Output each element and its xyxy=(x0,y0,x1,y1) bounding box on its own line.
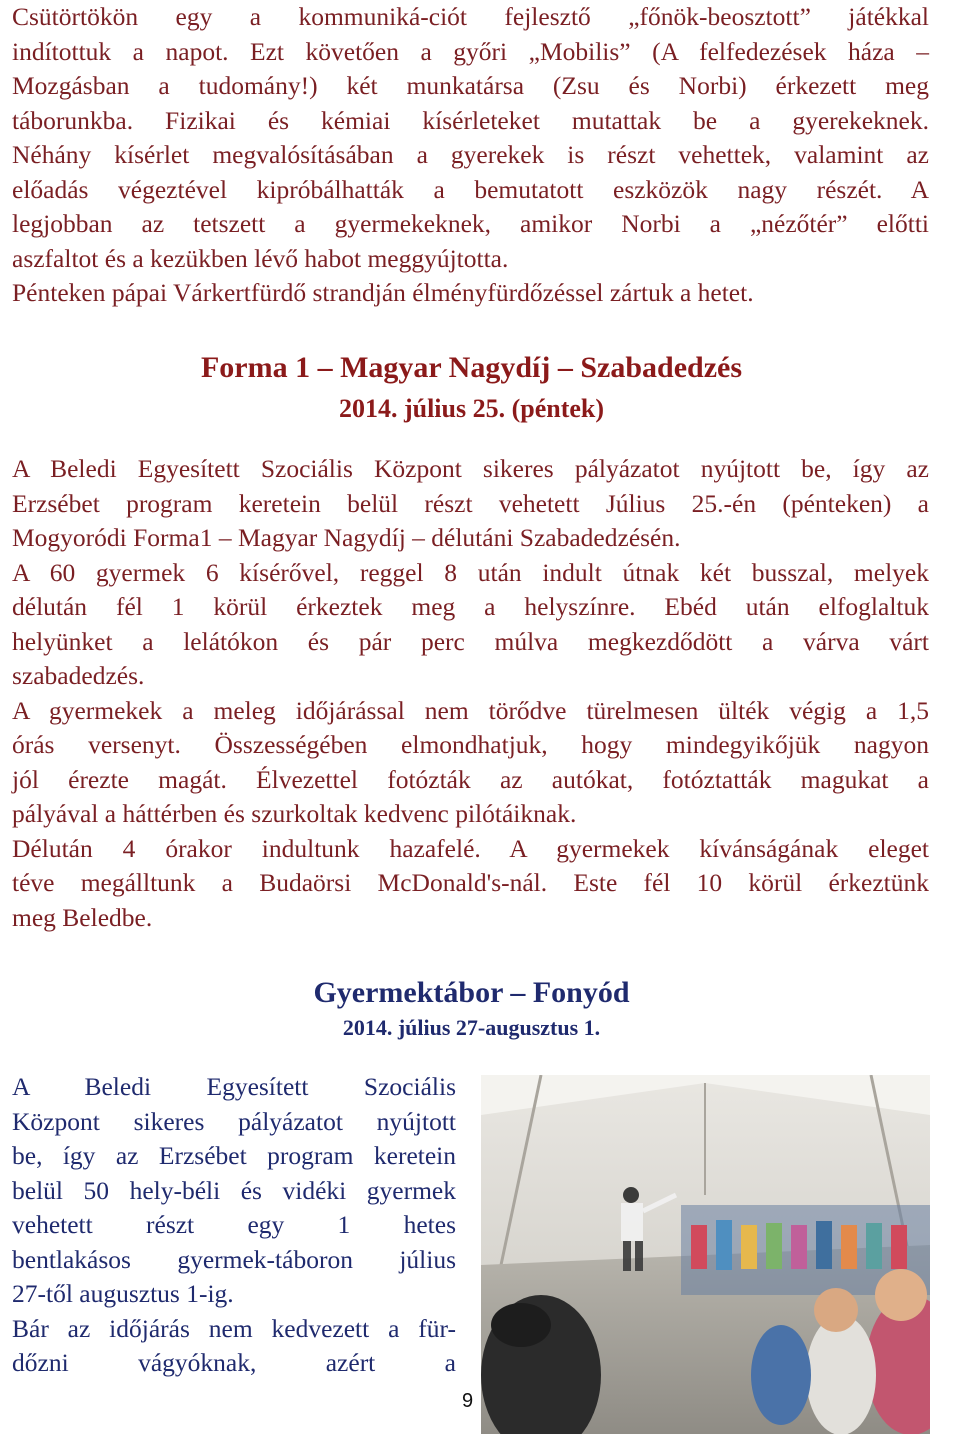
camp-photo xyxy=(481,1075,930,1434)
text-line: előadás végeztével kipróbálhatták a bemutatott eszközök nagy részét. A xyxy=(12,174,929,204)
camp-section-title: Gyermektábor – Fonyód xyxy=(313,976,630,1009)
text-line: meg Beledbe. xyxy=(12,902,153,932)
text-line: délután fél 1 körül érkeztek meg a helyszínre. Ebéd után elfoglaltuk xyxy=(12,592,929,621)
text-line: pályával a háttérben és szurkoltak kedvenc pilótáiknak. xyxy=(12,799,577,828)
camp-section-date: 2014. július 27-augusztus 1. xyxy=(342,1015,601,1040)
text-line: órás versenyt. Összességében elmondhatjuk, hogy mindegyikőjük nagyon xyxy=(12,730,929,759)
text-line: Mogyoródi Forma1 – Magyar Nagydíj – délutáni Szabadedzésén. xyxy=(12,523,681,552)
camp-photo-image xyxy=(481,1075,930,1434)
text-line: Bár az időjárás nem kedvezett a für- xyxy=(12,1313,456,1343)
text-line: legjobban az tetszett a gyermekeknek, amikor Norbi a „nézőtér” előtti xyxy=(12,209,929,238)
text-line: A Beledi Egyesített Szociális Központ sikeres pályázatot nyújtott be, így az xyxy=(12,454,929,483)
f1-section-title: Forma 1 – Magyar Nagydíj – Szabadedzés xyxy=(200,351,743,384)
text-line: bentlakásos gyermek-táboron július xyxy=(12,1244,456,1274)
camp-section-body xyxy=(12,1070,456,1381)
text-line: belül 50 hely-béli és vidéki gyermek xyxy=(12,1175,456,1205)
text-line: be, így az Erzsébet program keretein xyxy=(12,1141,456,1170)
text-line: dőzni vágyóknak, azért a xyxy=(12,1348,456,1377)
text-line: aszfaltot és a kezükben lévő habot meggyújtotta. xyxy=(12,243,509,273)
text-line: jól érezte magát. Élvezettel fotózták az autókat, fotóztatták magukat a xyxy=(12,764,929,794)
text-line: Délután 4 órakor indultunk hazafelé. A gyermekek kívánságának eleget xyxy=(12,833,929,863)
text-line: Csütörtökön egy a kommuniká-ciót fejlesztő „főnök-beosztott” játékkal xyxy=(12,2,929,31)
text-line: A 60 gyermek 6 kísérővel, reggel 8 után indult útnak két busszal, melyek xyxy=(12,557,929,587)
page-number: 9 xyxy=(462,1390,474,1412)
text-line: vehetett részt egy 1 hetes xyxy=(12,1210,456,1239)
text-line: helyünket a lelátókon és pár perc múlva megkezdődött a várva várt xyxy=(12,626,929,656)
text-line: indítottuk a napot. Ezt követően a győri „Mobilis” (A felfedezések háza – xyxy=(12,36,929,66)
f1-section-body xyxy=(12,452,929,935)
text-line: A Beledi Egyesített Szociális xyxy=(12,1072,456,1101)
text-line: 27-től augusztus 1-ig. xyxy=(12,1279,234,1308)
text-line: táborunkba. Fizikai és kémiai kísérleteket mutattak be a gyerekeknek. xyxy=(12,105,929,135)
text-line: szabadedzés. xyxy=(12,661,145,690)
text-line: Erzsébet program keretein belül részt vehetett Július 25.-én (pénteken) a xyxy=(12,488,929,518)
text-line: A gyermekek a meleg időjárással nem törődve türelmesen ülték végig a 1,5 xyxy=(12,695,929,725)
text-line: téve megálltunk a Budaörsi McDonald's-nál. Este fél 10 körül érkeztünk xyxy=(12,868,929,897)
text-line: Néhány kísérlet megvalósításában a gyerekek is részt vehettek, valamint az xyxy=(12,140,929,169)
intro-paragraphs xyxy=(12,0,929,311)
f1-section-date: 2014. július 25. (péntek) xyxy=(338,394,605,423)
text-line: Mozgásban a tudomány!) két munkatársa (Zsu és Norbi) érkezett meg xyxy=(12,71,929,100)
text-line: Központ sikeres pályázatot nyújtott xyxy=(12,1106,456,1136)
text-line: Pénteken pápai Várkertfürdő strandján élményfürdőzéssel zártuk a hetet. xyxy=(12,278,754,307)
